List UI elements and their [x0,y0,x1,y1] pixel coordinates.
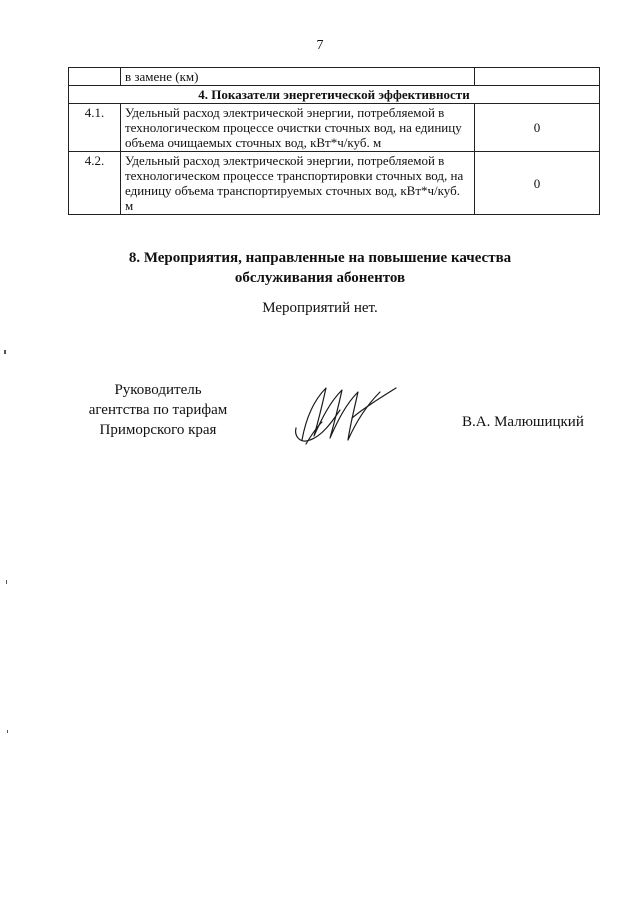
table-row [69,152,600,215]
handwritten-signature-icon [292,378,402,450]
indicators-table [68,67,600,215]
section-8-title-line1: 8. Мероприятия, направленные на повышение качества [128,250,512,266]
table-section-title: 4. Показатели энергетической эффективности [69,86,600,104]
section-8-title-line2: обслуживания абонентов [234,270,406,286]
signer-position-line3: Приморского края [99,422,217,438]
signer-position-line2: агентства по тарифам [88,402,228,418]
row-description: в замене (км) [121,68,475,86]
scan-artifact [4,350,6,354]
signer-position-line1: Руководитель [114,382,202,398]
row-description: Удельный расход электрической энергии, потребляемой в технологическом процессе очистки сточных вод, на единицу объема очищаемых сточных вод, кВт*ч/куб. м [121,104,475,152]
table-row [69,104,600,152]
row-number: 4.1. [69,104,121,152]
row-number: 4.2. [69,152,121,215]
row-description: Удельный расход электрической энергии, потребляемой в технологическом процессе транспортировки сточных вод, на единицу объема транспортируемых сточных вод, кВт*ч/куб. м [121,152,475,215]
table-section-row [69,86,600,104]
signer-name: В.А. Малюшицкий [462,414,584,430]
row-value [475,68,600,86]
section-8-title [0,248,640,288]
table-row [69,68,600,86]
row-number [69,68,121,86]
row-value: 0 [475,104,600,152]
signer-position [68,380,248,440]
page-number: 7 [316,38,324,53]
section-8-body: Мероприятий нет. [262,300,378,316]
row-value: 0 [475,152,600,215]
scan-artifact [6,580,7,584]
scan-artifact [7,730,8,733]
